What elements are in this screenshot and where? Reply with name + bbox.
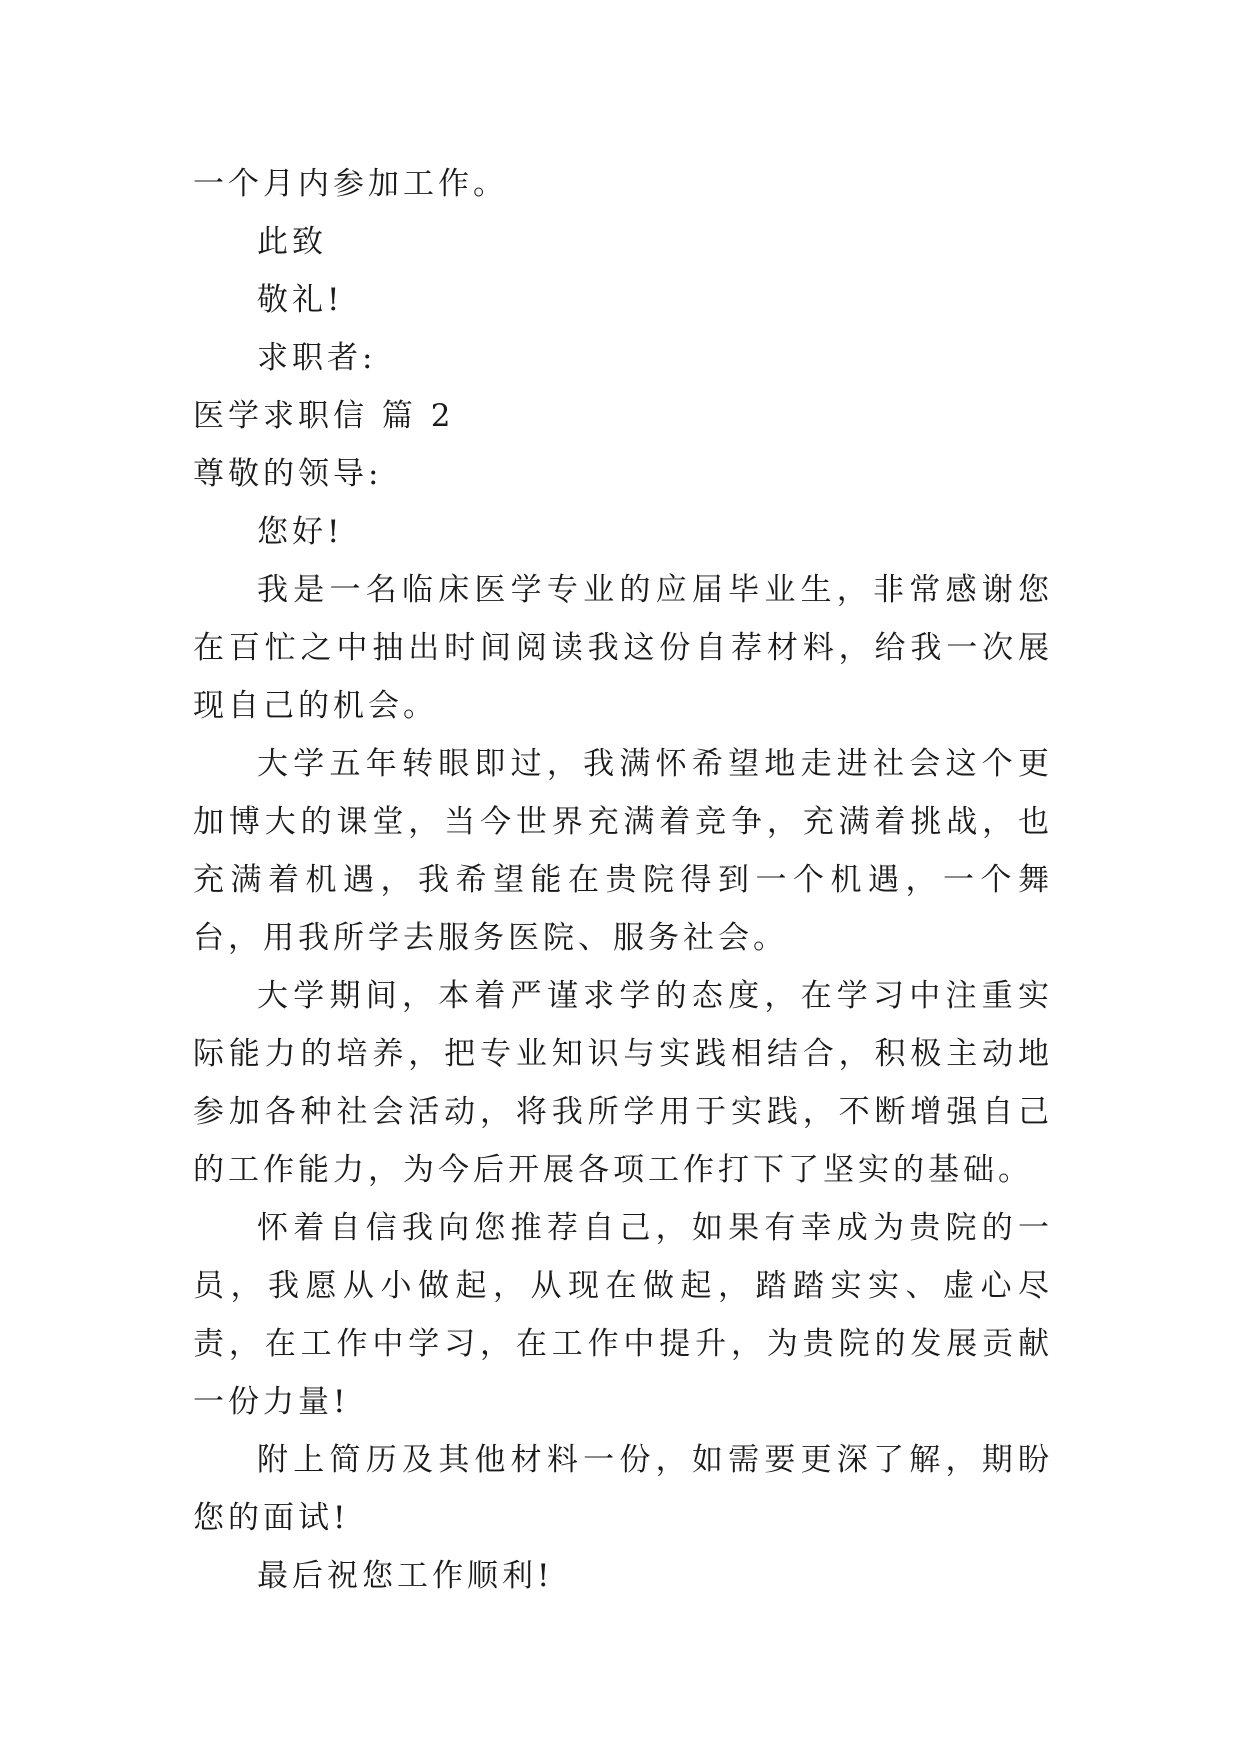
paragraph-2: 大学五年转眼即过，我满怀希望地走进社会这个更加博大的课堂，当今世界充满着竞争，充满着挑战，也充满着机遇，我希望能在贵院得到一个机遇，一个舞台，用我所学去服务医院、服务社会。	[193, 746, 1053, 956]
section-title: 医学求职信 篇 2	[193, 398, 455, 434]
closing-salutation-2: 敬礼!	[257, 282, 344, 318]
paragraph-5: 附上简历及其他材料一份，如需要更深了解，期盼您的面试!	[193, 1442, 1053, 1536]
opening-fragment: 一个月内参加工作。	[193, 166, 508, 202]
greeting: 尊敬的领导:	[193, 456, 383, 492]
paragraph-3: 大学期间，本着严谨求学的态度，在学习中注重实际能力的培养，把专业知识与实践相结合，积极主动地参加各种社会活动，将我所学用于实践，不断增强自己的工作能力，为今后开展各项工作打下了坚实的基础。	[193, 978, 1053, 1188]
paragraph-4: 怀着自信我向您推荐自己，如果有幸成为贵院的一员，我愿从小做起，从现在做起，踏踏实实、虚心尽责，在工作中学习，在工作中提升，为贵院的发展贡献一份力量!	[193, 1210, 1053, 1420]
applicant-label: 求职者:	[257, 340, 377, 376]
closing-salutation-1: 此致	[257, 224, 327, 260]
document-body	[193, 155, 1053, 1605]
final-wish: 最后祝您工作顺利!	[257, 1558, 554, 1594]
hello-line: 您好!	[257, 514, 344, 550]
paragraph-1: 我是一名临床医学专业的应届毕业生，非常感谢您在百忙之中抽出时间阅读我这份自荐材料，给我一次展现自己的机会。	[193, 572, 1053, 724]
